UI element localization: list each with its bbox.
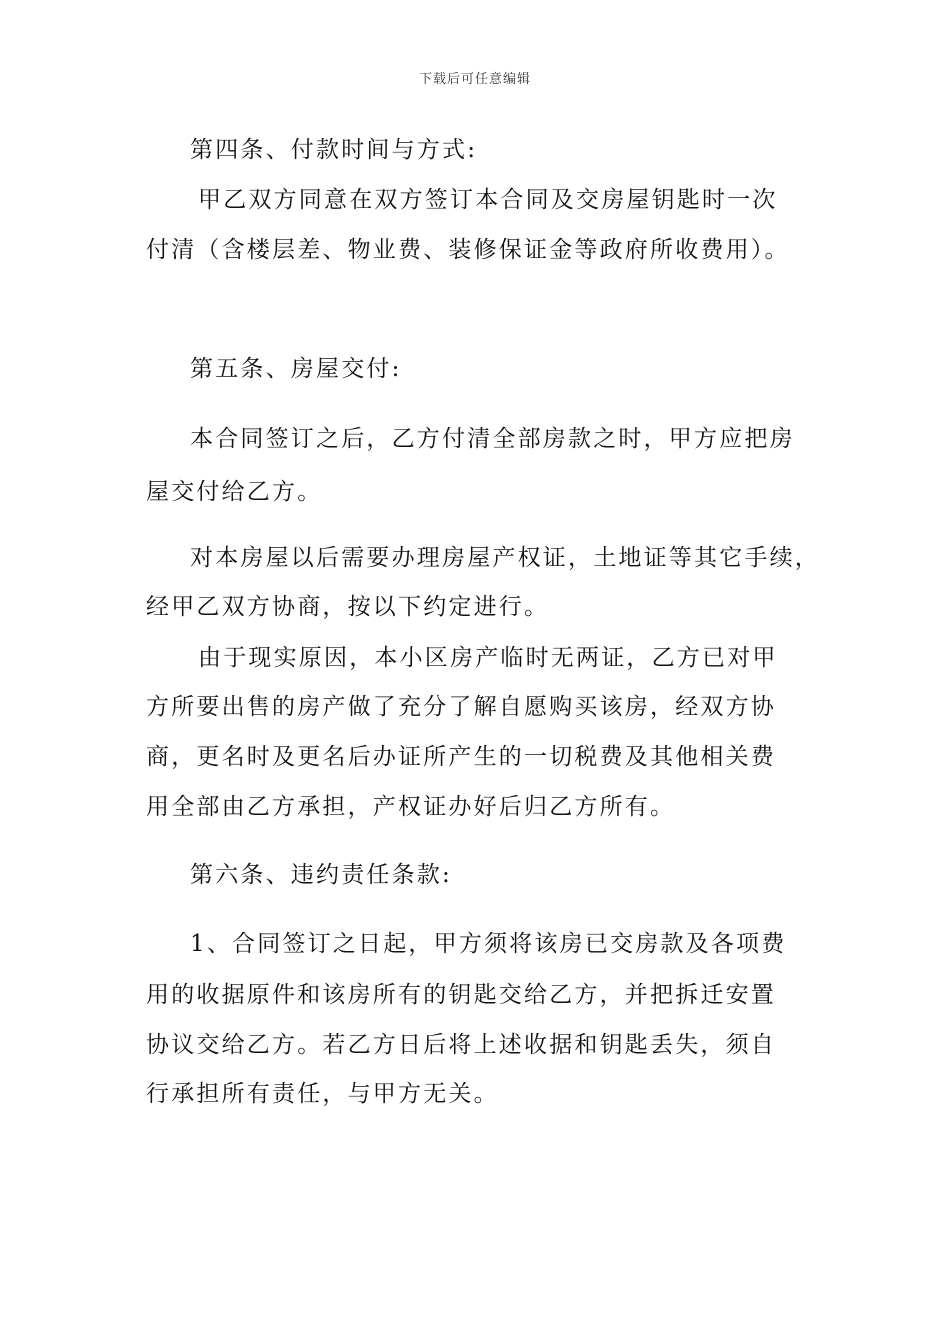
article-5-para-3-line-1: 由于现实原因，本小区房产临时无两证，乙方已对甲 <box>198 645 778 671</box>
article-5-heading: 第五条、房屋交付: <box>190 356 402 382</box>
article-5-para-2-line-2: 经甲乙双方协商，按以下约定进行。 <box>146 594 550 620</box>
article-5-para-1-line-2: 屋交付给乙方。 <box>146 479 323 505</box>
article-5-para-3-line-3: 商，更名时及更名后办证所产生的一切税费及其他相关费 <box>146 744 776 770</box>
article-4-text-line-2: 付清（含楼层差、物业费、装修保证金等政府所收费用）。 <box>146 237 790 263</box>
article-5-para-3-line-2: 方所要出售的房产做了充分了解自愿购买该房，经双方协 <box>146 694 776 720</box>
article-6-item-1-line-4: 行承担所有责任，与甲方无关。 <box>146 1081 499 1107</box>
article-4-text-line-1: 甲乙双方同意在双方签订本合同及交房屋钥匙时一次 <box>198 187 778 213</box>
article-6-item-1-line-3: 协议交给乙方。若乙方日后将上述收据和钥匙丢失，须自 <box>146 1032 776 1058</box>
article-5-para-2-line-1: 对本房屋以后需要办理房屋产权证，土地证等其它手续， <box>190 545 820 571</box>
article-6-item-1-line-1: 1、合同签订之日起，甲方须将该房已交房款及各项费 <box>190 931 787 957</box>
article-5-para-1-line-1: 本合同签订之后，乙方付清全部房款之时，甲方应把房 <box>190 426 795 452</box>
article-4-heading: 第四条、付款时间与方式: <box>190 137 478 163</box>
article-6-item-1-line-2: 用的收据原件和该房所有的钥匙交给乙方，并把拆迁安置 <box>146 982 776 1008</box>
header-note: 下载后可任意编辑 <box>418 72 531 87</box>
article-6-heading: 第六条、违约责任条款: <box>190 862 452 888</box>
article-5-para-3-line-4: 用全部由乙方承担，产权证办好后归乙方所有。 <box>146 794 676 820</box>
